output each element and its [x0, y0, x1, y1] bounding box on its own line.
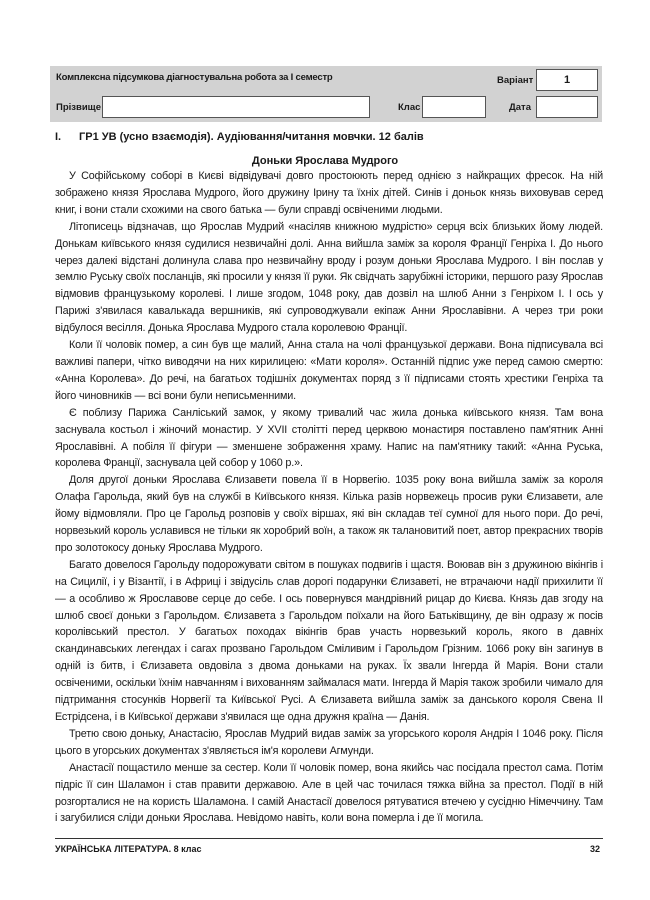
- worksheet-header: [50, 66, 602, 122]
- surname-field[interactable]: [102, 96, 370, 118]
- paragraph: Літописець відзначав, що Ярослав Мудрий «насіляв книжною мудрістю» серця всіх близьких йому людей. Донькам київського князя судилися незвичайні долі. Анна вийшла заміж за короля Франції Генріха І. До нього через далекі відстані долинула слава про незвичайну вроду і розум доньки Ярослава Мудрого. І він послав у землю Руську своїх посланців, які просили у князя її руки. Як свідчать зарубіжні історики, першого разу Ярослав відмовив французькому королеві. І лише згодом, 1048 року, дав дозвіл на шлюб Анни з Генріхом І. І ось у Парижі з'явилася кавалькада вершників, які супроводжували екіпаж Анни Ярославівни. А через три роки відбулося весілля. Донька Ярослава Мудрого стала королевою Франції.: [55, 220, 603, 335]
- footer-subject: УКРАЇНСЬКА ЛІТЕРАТУРА. 8 клас: [55, 844, 202, 854]
- variant-field[interactable]: 1: [536, 69, 598, 91]
- footer-divider: [55, 838, 603, 839]
- story-body: [55, 168, 603, 827]
- task-text: ГР1 УВ (усно взаємодія). Аудіювання/читання мовчки. 12 балів: [79, 131, 424, 143]
- class-label: Клас: [398, 102, 421, 113]
- variant-label: Варіант: [497, 75, 534, 86]
- paragraph: Багато довелося Гарольду подорожувати світом в пошуках подвигів і щастя. Воював він з дружиною вікінгів і на Сицилії, і у Візантії, і в Африці і звідусіль слав дорогі подарунки Єлизаветі, не втрачаючи надії прихилити її — а особливо ж Ярославове серце до себе. І ось повернувся мандрівний рицар до Києва. Князь дав згоду на шлюб своєї доньки з Гарольдом. Єлизавета з Гарольдом поїхали на його Батьківщину, де він одразу ж посів королівський престол. У багатьох походах вікінгів брав участь норвезький король, якого в давніх скандинавських легендах і сагах прозвано Гарольдом Сміливим і Гарольдом Грізним. 1066 року він загинув в одній із битв, і Єлизавета овдовіла з двома доньками на руках. Їх звали Інгерда й Марія. Вони стали освіченими, оскільки їхнім навчанням і вихованням займалася мати. Інгерда й Марія також зробили чимало для підтримання стосунків Норвегії та Київської Русі. А Єлизавета вийшла заміж за данського короля Свена ІІ Естрідсена, і в Київської держави з'явилася ще одна дружня країна — Данія.: [55, 558, 603, 723]
- task-number: I.: [55, 131, 62, 143]
- paragraph: Анастасії пощастило менше за сестер. Коли її чоловік помер, вона якийсь час посідала престол сама. Потім підріс її син Шаламон і став правити державою. Але в цей час точилася тяжка війна за престол. Події в ній розгорталися не на користь Шаламона. І самій Анастасії довелося рятуватися втечею у сусідню Німеччину. Там і загубилися сліди доньки Ярослава. Невідомо навіть, коли вона померла і де її могила.: [55, 761, 603, 825]
- paragraph: Коли її чоловік помер, а син був ще малий, Анна стала на чолі французької держави. Вона підписувала всі важливі папери, чітко виводячи на них кирилицею: «Мати короля». Останній підпис уже перед самою смертю: «Анна Королева». До речі, на багатьох тодішніх документах поряд з її підписами стоять хрестики Генріха та його чиновників — всі вони були неписьменними.: [55, 339, 603, 402]
- paragraph: Доля другої доньки Ярослава Єлизавети повела її в Норвегію. 1035 року вона вийшла заміж за короля Олафа Гарольда, який був на службі в Київського князя. Кілька разів норвежець просив руки Єлизавети, але йому відмовляли. Про це Гарольд розповів у своїх віршах, які він складав теї сумної для нього пори. До речі, норвезький король уславився не тільки як хоробрий воїн, а також як талановитий поет, автор прекрасних творів про золотокосу доньку Ярослава Мудрого.: [55, 474, 603, 554]
- surname-label: Прізвище: [56, 102, 101, 113]
- date-label: Дата: [509, 102, 531, 113]
- paragraph: Третю свою доньку, Анастасію, Ярослав Мудрий видав заміж за угорського короля Андрія І 1046 року. Після цього в угорських документах з'являється ім'я королеви Агмунди.: [55, 727, 603, 757]
- paragraph: Є поблизу Парижа Санліський замок, у якому тривалий час жила донька київського князя. Там вона заснувала костьол і жіночий монастир. У XVII столітті перед церквою монастиря поставлено пам'ятник Анні Ярославівні. А побіля її фігури — зменшене зображення храму. Напис на пам'ятнику такий: «Анна Руська, королева Франції, заснувала цей собор у 1060 р.».: [55, 406, 603, 470]
- date-field[interactable]: [536, 96, 598, 118]
- class-field[interactable]: [422, 96, 486, 118]
- paragraph: У Софійському соборі в Києві відвідувачі довго простоюють перед однією з найкращих фресок. На ній зображено князя Ярослава Мудрого, його дружину Ірину та їхніх дітей. Синів і доньок князь виховував серед книг, і вони стали схожими на свого батька — були справді освіченими людьми.: [55, 170, 603, 216]
- story-title: Доньки Ярослава Мудрого: [251, 155, 399, 167]
- worksheet-title: Комплексна підсумкова діагностувальна робота за І семестр: [56, 72, 333, 83]
- page-number: 32: [589, 844, 600, 854]
- task-heading: [55, 131, 424, 143]
